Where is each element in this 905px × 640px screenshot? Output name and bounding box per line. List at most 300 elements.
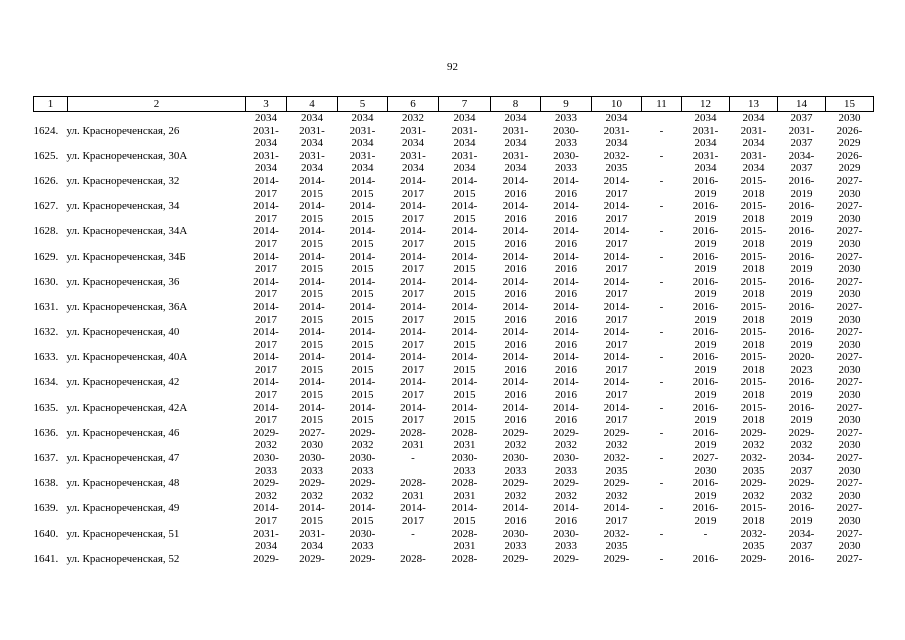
year-start: 2014- <box>349 326 376 339</box>
year-cell <box>338 351 388 376</box>
year-cell <box>642 402 682 427</box>
year-cell <box>246 125 287 150</box>
year-cell <box>682 351 730 376</box>
year-cell <box>388 276 439 301</box>
year-cell <box>778 528 826 553</box>
year-end: 2017 <box>605 389 628 402</box>
year-start: 2027- <box>836 225 863 238</box>
year-cell <box>541 427 592 452</box>
year-end: 2034 <box>453 162 476 175</box>
year-start: 2016- <box>692 477 719 490</box>
year-end: 2018 <box>742 338 765 351</box>
year-end: 2015 <box>351 288 374 301</box>
year-start: 2016- <box>692 401 719 414</box>
year-end: 2033 <box>555 540 577 553</box>
table-row <box>34 125 874 150</box>
year-cell <box>642 150 682 175</box>
year-cell <box>388 376 439 401</box>
year-start: 2014- <box>451 275 478 288</box>
address-name: ул. Красноречeнская, 34А <box>66 225 188 238</box>
year-end: 2030 <box>838 414 861 427</box>
table-row <box>34 452 874 477</box>
year-start: 2032- <box>740 452 767 465</box>
year-end: 2030 <box>838 439 861 452</box>
year-end: 2018 <box>742 313 765 326</box>
year-start: 2014- <box>603 326 630 339</box>
year-end: 2015 <box>301 237 323 250</box>
year-end: 2017 <box>605 187 628 200</box>
year-start: 2030- <box>253 452 279 465</box>
year-end: 2034 <box>742 162 765 175</box>
year-start: 2014- <box>299 275 325 288</box>
address-name: ул. Красноречeнская, 51 <box>66 527 180 540</box>
year-start: 2014- <box>553 326 579 339</box>
year-start: 2014- <box>349 250 376 263</box>
year-end: 2033 <box>453 464 476 477</box>
year-start: - <box>659 452 664 465</box>
year-end: 2032 <box>504 439 527 452</box>
year-end: 2018 <box>742 212 765 225</box>
year-cell <box>246 452 287 477</box>
year-end: 2015 <box>453 212 476 225</box>
year-cell <box>491 427 541 452</box>
year-cell <box>642 276 682 301</box>
year-start: 2014- <box>349 376 376 389</box>
year-start: 2015- <box>740 200 767 213</box>
year-end: 2032 <box>742 439 765 452</box>
year-start: 2014- <box>299 250 325 263</box>
year-end: 2017 <box>255 389 277 402</box>
year-start: 2014- <box>502 174 529 187</box>
year-end: 2015 <box>301 389 323 402</box>
year-end: 2015 <box>453 187 476 200</box>
year-end: 2017 <box>255 363 277 376</box>
table-row <box>34 251 874 276</box>
year-end: 2018 <box>742 515 765 527</box>
year-end: 2017 <box>255 187 277 200</box>
year-cell <box>682 376 730 401</box>
year-cell <box>642 326 682 351</box>
year-start: 2014- <box>253 250 279 263</box>
year-end: 2017 <box>402 338 424 351</box>
year-start: 2031- <box>253 149 279 162</box>
table-cell: 2034 <box>605 112 628 124</box>
year-end: 2016 <box>555 187 577 200</box>
year-start: 2029- <box>253 477 279 490</box>
year-start: 2028- <box>451 527 478 540</box>
year-start: 2014- <box>502 275 529 288</box>
year-end: 2035 <box>742 540 765 553</box>
year-cell <box>246 200 287 225</box>
year-start: - <box>659 326 664 339</box>
year-cell <box>287 553 338 566</box>
year-end: 2023 <box>790 363 813 376</box>
row-number: 1627. <box>33 200 59 213</box>
year-end: 2019 <box>694 363 717 376</box>
year-cell <box>730 528 778 553</box>
year-start: 2034- <box>788 527 815 540</box>
year-start: 2029- <box>553 552 579 565</box>
row-name-cell <box>34 175 212 200</box>
row-name-cell <box>34 452 212 477</box>
year-start: 2016- <box>692 351 719 364</box>
year-cell <box>287 427 338 452</box>
year-start: 2016- <box>788 401 815 414</box>
row-name-cell <box>34 402 212 427</box>
year-start: 2014- <box>553 376 579 389</box>
year-start: 2014- <box>299 376 325 389</box>
column-number-row <box>34 97 874 112</box>
year-cell <box>338 452 388 477</box>
year-cell <box>439 452 491 477</box>
year-start: 2020- <box>788 351 815 364</box>
year-start: 2014- <box>400 174 426 187</box>
year-cell <box>642 477 682 502</box>
year-cell <box>491 326 541 351</box>
year-end: 2017 <box>605 313 628 326</box>
year-end: 2019 <box>694 439 717 452</box>
year-start: 2014- <box>253 174 279 187</box>
year-start: 2014- <box>400 275 426 288</box>
row-name-cell <box>34 276 212 301</box>
year-start: 2014- <box>349 502 376 515</box>
year-start: - <box>659 149 664 162</box>
table-cell <box>68 112 246 125</box>
year-start: - <box>659 527 664 540</box>
year-cell <box>439 553 491 566</box>
column-header: 1 <box>34 97 68 112</box>
year-cell <box>592 376 642 401</box>
year-start: 2029- <box>740 477 767 490</box>
year-end: 2017 <box>605 288 628 301</box>
year-cell <box>682 301 730 326</box>
year-cell <box>439 276 491 301</box>
year-end: 2030 <box>838 237 861 250</box>
address-name: ул. Красноречeнская, 48 <box>66 477 180 490</box>
year-cell <box>246 175 287 200</box>
year-end: 2034 <box>301 137 323 150</box>
year-end: 2033 <box>351 540 374 553</box>
year-start: 2031- <box>451 124 478 137</box>
year-end: 2017 <box>255 414 277 427</box>
year-start: 2014- <box>400 502 426 515</box>
year-end: 2016 <box>504 313 527 326</box>
year-cell <box>388 326 439 351</box>
year-end: 2035 <box>605 162 628 175</box>
column-header: 9 <box>541 97 592 112</box>
year-end: 2032 <box>555 489 577 502</box>
year-cell <box>730 225 778 250</box>
table-cell: 2034 <box>351 112 374 124</box>
year-start: 2029- <box>502 552 529 565</box>
year-end: 2016 <box>555 363 577 376</box>
year-start: 2014- <box>502 326 529 339</box>
year-end: 2015 <box>351 313 374 326</box>
year-start: 2031- <box>400 124 426 137</box>
year-cell <box>682 528 730 553</box>
year-cell <box>439 376 491 401</box>
column-header: 11 <box>642 97 682 112</box>
year-start: - <box>411 527 415 540</box>
year-start: 2014- <box>553 300 579 313</box>
year-cell <box>388 402 439 427</box>
year-start: 2016- <box>788 250 815 263</box>
year-end: 2032 <box>790 439 813 452</box>
year-start: 2014- <box>502 300 529 313</box>
year-start: 2030- <box>451 452 478 465</box>
row-name-cell <box>34 376 212 401</box>
year-start: 2014- <box>299 200 325 213</box>
year-start: 2027- <box>836 275 863 288</box>
row-name-cell <box>34 125 212 150</box>
year-cell <box>246 326 287 351</box>
year-start: 2016- <box>788 174 815 187</box>
year-start: 2014- <box>299 225 325 238</box>
year-cell <box>730 276 778 301</box>
year-cell <box>388 528 439 553</box>
year-start: 2014- <box>603 174 630 187</box>
year-cell <box>778 301 826 326</box>
year-start: 2014- <box>553 174 579 187</box>
year-end: 2017 <box>255 263 277 276</box>
address-name: ул. Красноречeнская, 42А <box>66 401 188 414</box>
year-end: 2019 <box>694 489 717 502</box>
year-cell <box>682 452 730 477</box>
year-cell <box>592 301 642 326</box>
row-number: 1624. <box>33 124 59 137</box>
year-cell <box>682 276 730 301</box>
year-end: 2033 <box>555 464 577 477</box>
year-start: 2014- <box>553 502 579 515</box>
year-cell <box>388 225 439 250</box>
year-end: 2016 <box>555 263 577 276</box>
year-start: 2028- <box>400 477 426 490</box>
year-cell <box>592 225 642 250</box>
year-cell <box>730 351 778 376</box>
column-header: 8 <box>491 97 541 112</box>
year-cell <box>287 477 338 502</box>
year-cell <box>491 276 541 301</box>
year-cell <box>287 251 338 276</box>
year-start: 2032- <box>603 149 630 162</box>
year-start: 2016- <box>788 300 815 313</box>
row-number: 1639. <box>33 502 59 515</box>
year-start: 2014- <box>502 225 529 238</box>
year-cell <box>592 276 642 301</box>
year-end: 2016 <box>555 212 577 225</box>
year-cell <box>778 125 826 150</box>
year-cell <box>642 427 682 452</box>
year-end: 2031 <box>402 489 424 502</box>
year-end: 2034 <box>402 137 424 150</box>
year-start: 2015- <box>740 174 767 187</box>
address-name: ул. Красноречeнская, 40А <box>66 351 188 364</box>
year-start: 2014- <box>603 376 630 389</box>
year-cell <box>338 502 388 527</box>
year-cell <box>246 251 287 276</box>
year-cell <box>592 402 642 427</box>
year-cell <box>642 125 682 150</box>
year-start: - <box>659 300 664 313</box>
row-name-cell <box>34 225 212 250</box>
row-number: 1633. <box>33 351 59 364</box>
year-start: 2027- <box>836 401 863 414</box>
year-cell <box>592 452 642 477</box>
year-cell <box>388 553 439 566</box>
year-start: 2016- <box>692 200 719 213</box>
year-cell <box>338 150 388 175</box>
year-end: 2034 <box>255 540 277 553</box>
year-cell <box>642 225 682 250</box>
table-row <box>34 553 874 566</box>
year-start: - <box>659 250 664 263</box>
year-end: 2034 <box>301 540 323 553</box>
row-number: 1629. <box>33 250 59 263</box>
year-start: 2014- <box>451 300 478 313</box>
year-end: 2019 <box>790 263 813 276</box>
year-start: 2016- <box>692 300 719 313</box>
year-start: 2031- <box>692 124 719 137</box>
address-name: ул. Красноречeнская, 47 <box>66 452 180 465</box>
year-end: 2033 <box>255 464 277 477</box>
year-start: 2016- <box>788 326 815 339</box>
year-cell <box>592 351 642 376</box>
year-cell <box>826 276 874 301</box>
table-cell: 2033 <box>555 112 577 124</box>
year-start: - <box>659 401 664 414</box>
year-start: 2016- <box>692 174 719 187</box>
year-end: 2033 <box>351 464 374 477</box>
table-cell: 2032 <box>402 112 424 124</box>
year-end: 2015 <box>301 515 323 527</box>
year-start: 2016- <box>788 275 815 288</box>
row-number: 1636. <box>33 426 59 439</box>
year-start: 2014- <box>502 401 529 414</box>
year-start: 2031- <box>502 149 529 162</box>
year-cell <box>541 301 592 326</box>
year-cell <box>682 326 730 351</box>
year-cell <box>287 351 338 376</box>
year-start: - <box>659 200 664 213</box>
year-cell <box>592 553 642 566</box>
year-start: 2014- <box>400 300 426 313</box>
row-name-cell <box>34 200 212 225</box>
year-cell <box>730 477 778 502</box>
year-cell <box>541 200 592 225</box>
year-start: 2015- <box>740 225 767 238</box>
year-start: 2030- <box>299 452 325 465</box>
year-cell <box>491 452 541 477</box>
year-cell <box>287 200 338 225</box>
year-start: 2014- <box>349 275 376 288</box>
year-start: 2031- <box>299 527 325 540</box>
address-name: ул. Красноречeнская, 30А <box>66 149 188 162</box>
year-start: - <box>411 452 415 465</box>
year-end: 2037 <box>790 464 813 477</box>
year-start: 2015- <box>740 300 767 313</box>
year-cell <box>541 125 592 150</box>
year-cell <box>826 326 874 351</box>
year-start: 2031- <box>400 149 426 162</box>
year-end: 2015 <box>453 237 476 250</box>
year-start: 2031- <box>299 149 325 162</box>
year-end: 2030 <box>838 515 861 527</box>
year-start: 2014- <box>349 225 376 238</box>
column-header: 13 <box>730 97 778 112</box>
row-name-cell <box>34 150 212 175</box>
year-start: - <box>659 376 664 389</box>
year-start: 2029- <box>253 552 279 565</box>
year-end: 2016 <box>504 414 527 427</box>
year-end: 2032 <box>790 489 813 502</box>
year-cell <box>541 502 592 527</box>
address-name: ул. Красноречeнская, 36 <box>66 275 180 288</box>
year-start: 2029- <box>788 426 815 439</box>
year-cell <box>682 477 730 502</box>
year-cell <box>541 150 592 175</box>
year-cell <box>592 125 642 150</box>
year-start: 2029- <box>553 477 579 490</box>
year-cell <box>826 301 874 326</box>
year-start: 2027- <box>692 452 719 465</box>
year-end: 2032 <box>605 489 628 502</box>
year-start: 2014- <box>603 225 630 238</box>
year-end: 2017 <box>605 363 628 376</box>
year-cell <box>541 477 592 502</box>
year-end: 2034 <box>402 162 424 175</box>
year-cell <box>439 351 491 376</box>
year-start: - <box>659 225 664 238</box>
year-end: 2019 <box>694 313 717 326</box>
year-end: 2016 <box>504 288 527 301</box>
year-start: 2014- <box>400 200 426 213</box>
year-start: 2014- <box>349 351 376 364</box>
year-cell <box>491 175 541 200</box>
year-cell <box>730 502 778 527</box>
year-cell <box>246 427 287 452</box>
year-start: 2014- <box>451 376 478 389</box>
year-start: 2016- <box>692 326 719 339</box>
year-start: 2014- <box>253 225 279 238</box>
table-cell: 2034 <box>742 112 765 124</box>
row-name-cell <box>34 477 212 502</box>
year-start: 2031- <box>253 527 279 540</box>
year-start: 2016- <box>692 275 719 288</box>
year-cell <box>778 502 826 527</box>
year-cell <box>338 276 388 301</box>
year-end: 2016 <box>555 288 577 301</box>
year-end: 2030 <box>838 363 861 376</box>
year-end: 2017 <box>605 338 628 351</box>
year-end: 2033 <box>504 540 527 553</box>
row-number: 1632. <box>33 326 59 339</box>
year-cell <box>642 351 682 376</box>
year-cell <box>778 376 826 401</box>
year-end: 2015 <box>301 363 323 376</box>
column-header: 14 <box>778 97 826 112</box>
year-start: 2014- <box>603 401 630 414</box>
year-end: 2017 <box>605 212 628 225</box>
year-cell <box>541 402 592 427</box>
year-end: 2019 <box>790 389 813 402</box>
table-row <box>34 225 874 250</box>
year-end: 2032 <box>555 439 577 452</box>
year-cell <box>826 351 874 376</box>
year-start: 2015- <box>740 401 767 414</box>
table-cell <box>34 112 68 125</box>
year-cell <box>287 301 338 326</box>
year-end: 2030 <box>838 263 861 276</box>
